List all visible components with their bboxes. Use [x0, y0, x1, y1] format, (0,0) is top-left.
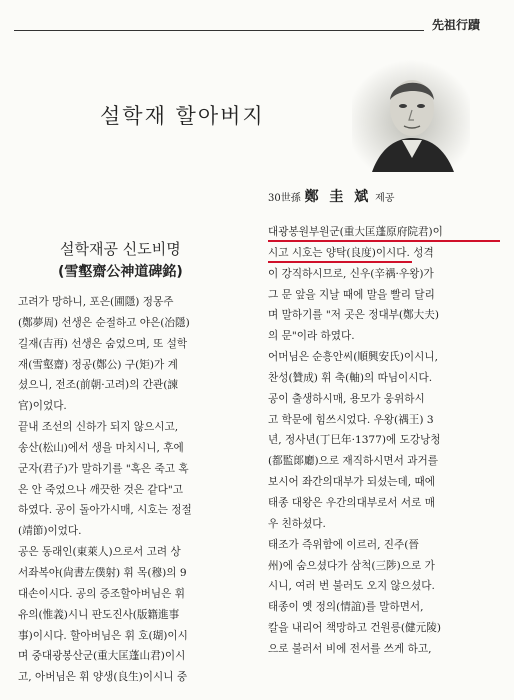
text-line: 시고 시호는 양탁(良度)이시다. 성격: [268, 246, 434, 259]
text-line: 태종 대왕은 우간의대부로서 서로 매: [268, 496, 435, 509]
article-subtitle: 설학재공 신도비명: [60, 240, 181, 258]
text-line: 군자(君子)가 말하기를 "혹은 죽고 혹: [18, 462, 189, 475]
author-generation: 30世孫: [268, 193, 301, 204]
text-line: 이 강직하시므로, 신우(辛禑·우왕)가: [268, 267, 434, 280]
text-line: 事)이시다. 할아버님은 휘 호(瑚)이시: [18, 629, 188, 642]
author-role: 제공: [375, 193, 395, 204]
text-line: 태조가 즉위함에 이르러, 진주(晉: [268, 538, 419, 551]
text-line: 칼을 내리어 책망하고 건원릉(健元陵): [268, 622, 441, 635]
text-line: (靖節)이었다.: [18, 525, 82, 538]
author-credit: [268, 186, 394, 206]
text-line: 고려가 망하니, 포은(圃隱) 정몽주: [18, 296, 174, 308]
text-line: 으로 불러서 비에 전서를 쓰게 하고,: [268, 642, 432, 655]
text-line: 은 안 죽었으나 깨끗한 것은 같다"고: [18, 483, 183, 496]
right-column-text: [268, 222, 500, 660]
text-line: 대손이시다. 공의 증조할아버님은 휘: [18, 587, 185, 600]
portrait-photo: [352, 60, 470, 172]
text-line: 그 문 앞을 지날 때에 말을 빨리 달리: [268, 288, 435, 301]
text-line: 찬성(贊成) 휘 축(軸)의 따님이시다.: [268, 371, 433, 384]
text-line: 며 말하기를 "저 곳은 정대부(鄭大夫): [268, 309, 439, 322]
page-title: 설학재 할아버지: [100, 104, 265, 128]
text-line: 어머님은 순흥안씨(順興安氏)이시니,: [268, 351, 438, 364]
text-line: 고, 아버님은 휘 양생(良生)이시니 중: [18, 671, 188, 684]
text-line: 송산(松山)에서 생을 마치시니, 후에: [18, 441, 184, 454]
text-line: 년, 정사년(丁巳年·1377)에 도강낭청: [268, 434, 441, 447]
text-line: 州)에 숨으셨다가 삼척(三陟)으로 가: [268, 559, 435, 572]
text-line: (都監郞廳)으로 재직하시면서 과거를: [268, 455, 438, 468]
red-underline: [268, 261, 412, 263]
text-line: 하였다. 공이 돌아가시매, 시호는 정절: [18, 504, 192, 517]
text-line: 보시어 좌간의대부가 되셨는데, 때에: [268, 476, 435, 489]
text-line: 서좌복야(尙書左僕射) 휘 목(穆)의 9: [18, 566, 187, 579]
text-line: 고 학문에 힘쓰시었다. 우왕(禑王) 3: [268, 413, 434, 426]
text-line: 공은 동래인(東萊人)으로서 고려 상: [18, 546, 181, 559]
author-name: 鄭 圭 斌: [304, 189, 372, 205]
text-line: (鄭夢周) 선생은 순절하고 야은(冶隱): [18, 316, 190, 329]
section-label: 先祖行蹟: [432, 18, 481, 32]
text-line: 끝내 조선의 신하가 되지 않으시고,: [18, 421, 179, 434]
text-line: 셨으니, 전조(前朝·고려)의 간관(諫: [18, 379, 178, 392]
text-line: 대광봉원부원군(重大匡蓬原府院君)이: [268, 226, 443, 238]
text-line: 태종이 옛 정의(情誼)를 말하면서,: [268, 601, 424, 614]
article-subtitle-hanja: (雪壑齋公神道碑銘): [58, 264, 183, 280]
text-line: 길재(吉再) 선생은 숨었으며, 또 설학: [18, 337, 188, 350]
text-line: 의 문"이라 하였다.: [268, 330, 355, 343]
text-line: 재(雪壑齋) 정공(鄭公) 구(矩)가 계: [18, 358, 178, 371]
text-line: 우 친하셨다.: [268, 517, 326, 530]
left-column-text: [18, 292, 254, 688]
text-line: 官)이었다.: [18, 400, 67, 413]
text-line: 유의(惟義)시니 판도진사(版籍進事: [18, 608, 180, 621]
text-line: 시니, 여러 번 불러도 오지 않으셨다.: [268, 580, 435, 593]
header-rule: [14, 30, 424, 31]
text-line: 공이 출생하시매, 용모가 웅위하시: [268, 392, 425, 405]
text-line: 며 중대광봉산군(重大匡蓬山君)이시: [18, 650, 186, 663]
red-underline: [268, 240, 500, 242]
